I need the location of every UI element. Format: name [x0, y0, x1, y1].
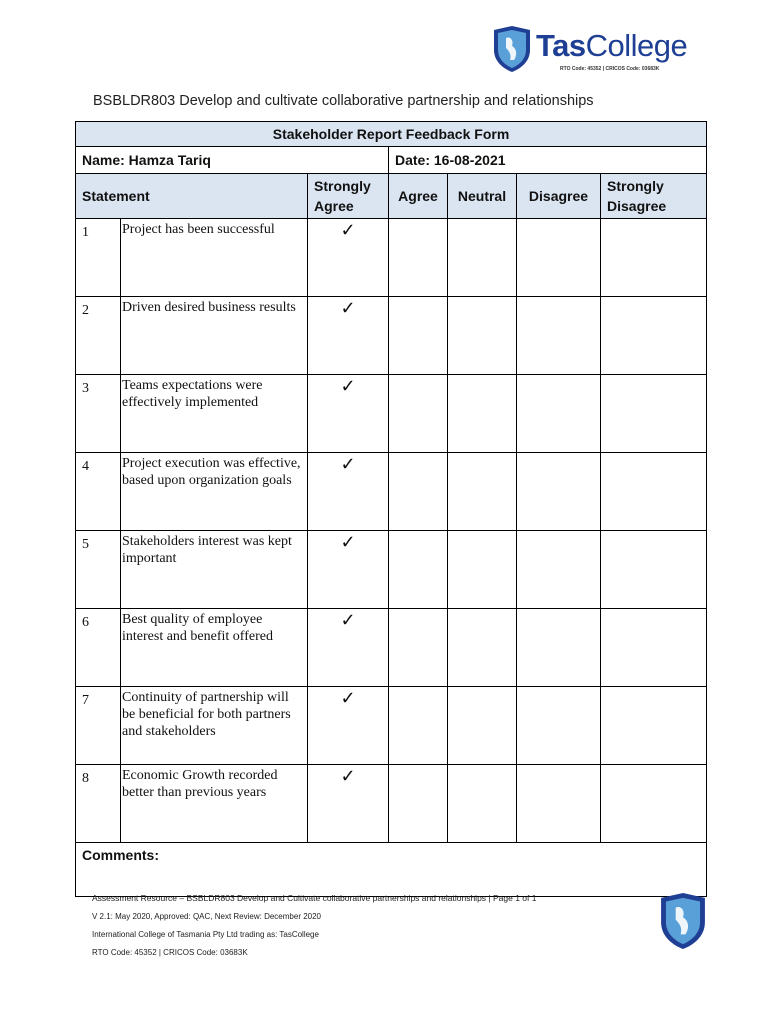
- row-number: 1: [76, 219, 121, 297]
- row-number: 4: [76, 453, 121, 531]
- checkmark-icon: ✓: [308, 219, 389, 297]
- form-title: Stakeholder Report Feedback Form: [76, 122, 707, 147]
- agree-cell: [389, 687, 448, 765]
- shield-logo-icon: [492, 26, 532, 72]
- row-number: 7: [76, 687, 121, 765]
- disagree-cell: [517, 609, 601, 687]
- disagree-cell: [517, 453, 601, 531]
- strongly-disagree-cell: [601, 375, 707, 453]
- checkmark-icon: ✓: [308, 453, 389, 531]
- neutral-cell: [448, 687, 517, 765]
- checkmark-icon: ✓: [308, 375, 389, 453]
- table-row: [76, 765, 707, 843]
- col-header-disagree: Disagree: [517, 174, 601, 219]
- row-number: 6: [76, 609, 121, 687]
- checkmark-icon: ✓: [308, 297, 389, 375]
- table-row: [76, 219, 707, 297]
- table-row: [76, 687, 707, 765]
- neutral-cell: [448, 531, 517, 609]
- footer-line-1: Assessment Resource – BSBLDR803 Develop and Cultivate collaborative partnerships and relationships | Page 1 of 1: [92, 893, 537, 903]
- agree-cell: [389, 531, 448, 609]
- brand-name: TasCollege: [536, 28, 688, 63]
- agree-cell: [389, 609, 448, 687]
- table-row: [76, 297, 707, 375]
- col-header-strongly-disagree: Strongly Disagree: [601, 174, 707, 219]
- row-statement: Stakeholders interest was kept important: [121, 531, 308, 609]
- row-statement: Economic Growth recorded better than previous years: [121, 765, 308, 843]
- table-row: [76, 375, 707, 453]
- document-title: BSBLDR803 Develop and cultivate collaborative partnership and relationships: [93, 93, 594, 109]
- row-number: 5: [76, 531, 121, 609]
- table-row: [76, 609, 707, 687]
- row-statement: Project has been successful: [121, 219, 308, 297]
- agree-cell: [389, 375, 448, 453]
- checkmark-icon: ✓: [308, 765, 389, 843]
- name-field: Name: Hamza Tariq: [76, 147, 389, 174]
- strongly-disagree-cell: [601, 609, 707, 687]
- checkmark-icon: ✓: [308, 609, 389, 687]
- agree-cell: [389, 765, 448, 843]
- footer-line-3: International College of Tasmania Pty Ltd trading as: TasCollege: [92, 930, 319, 939]
- strongly-disagree-cell: [601, 219, 707, 297]
- neutral-cell: [448, 297, 517, 375]
- disagree-cell: [517, 219, 601, 297]
- col-header-statement: Statement: [76, 174, 308, 219]
- neutral-cell: [448, 765, 517, 843]
- col-header-neutral: Neutral: [448, 174, 517, 219]
- footer-line-2: V 2.1: May 2020, Approved: QAC, Next Review: December 2020: [92, 912, 322, 921]
- page-footer: [92, 893, 536, 966]
- col-header-strongly-agree: Strongly Agree: [308, 174, 389, 219]
- strongly-disagree-cell: [601, 297, 707, 375]
- neutral-cell: [448, 453, 517, 531]
- row-statement: Teams expectations were effectively implemented: [121, 375, 308, 453]
- footer-line-4: RTO Code: 45352 | CRICOS Code: 03683K: [92, 948, 248, 957]
- logo-rto-line: RTO Code: 45352 | CRICOS Code: 03683K: [560, 66, 660, 72]
- checkmark-icon: ✓: [308, 687, 389, 765]
- disagree-cell: [517, 531, 601, 609]
- feedback-form-table: [75, 121, 707, 897]
- row-statement: Best quality of employee interest and benefit offered: [121, 609, 308, 687]
- row-number: 8: [76, 765, 121, 843]
- table-row: [76, 531, 707, 609]
- row-number: 2: [76, 297, 121, 375]
- strongly-disagree-cell: [601, 765, 707, 843]
- col-header-agree: Agree: [389, 174, 448, 219]
- row-statement: Continuity of partnership will be beneficial for both partners and stakeholders: [121, 687, 308, 765]
- footer-shield-icon: [657, 893, 709, 949]
- date-field: Date: 16-08-2021: [389, 147, 707, 174]
- neutral-cell: [448, 609, 517, 687]
- checkmark-icon: ✓: [308, 531, 389, 609]
- strongly-disagree-cell: [601, 453, 707, 531]
- comments-field[interactable]: Comments:: [76, 843, 707, 897]
- strongly-disagree-cell: [601, 687, 707, 765]
- disagree-cell: [517, 687, 601, 765]
- disagree-cell: [517, 375, 601, 453]
- tascollege-logo: [492, 26, 707, 76]
- table-row: [76, 453, 707, 531]
- neutral-cell: [448, 219, 517, 297]
- agree-cell: [389, 297, 448, 375]
- agree-cell: [389, 453, 448, 531]
- row-statement: Driven desired business results: [121, 297, 308, 375]
- disagree-cell: [517, 765, 601, 843]
- strongly-disagree-cell: [601, 531, 707, 609]
- agree-cell: [389, 219, 448, 297]
- row-statement: Project execution was effective, based upon organization goals: [121, 453, 308, 531]
- disagree-cell: [517, 297, 601, 375]
- row-number: 3: [76, 375, 121, 453]
- neutral-cell: [448, 375, 517, 453]
